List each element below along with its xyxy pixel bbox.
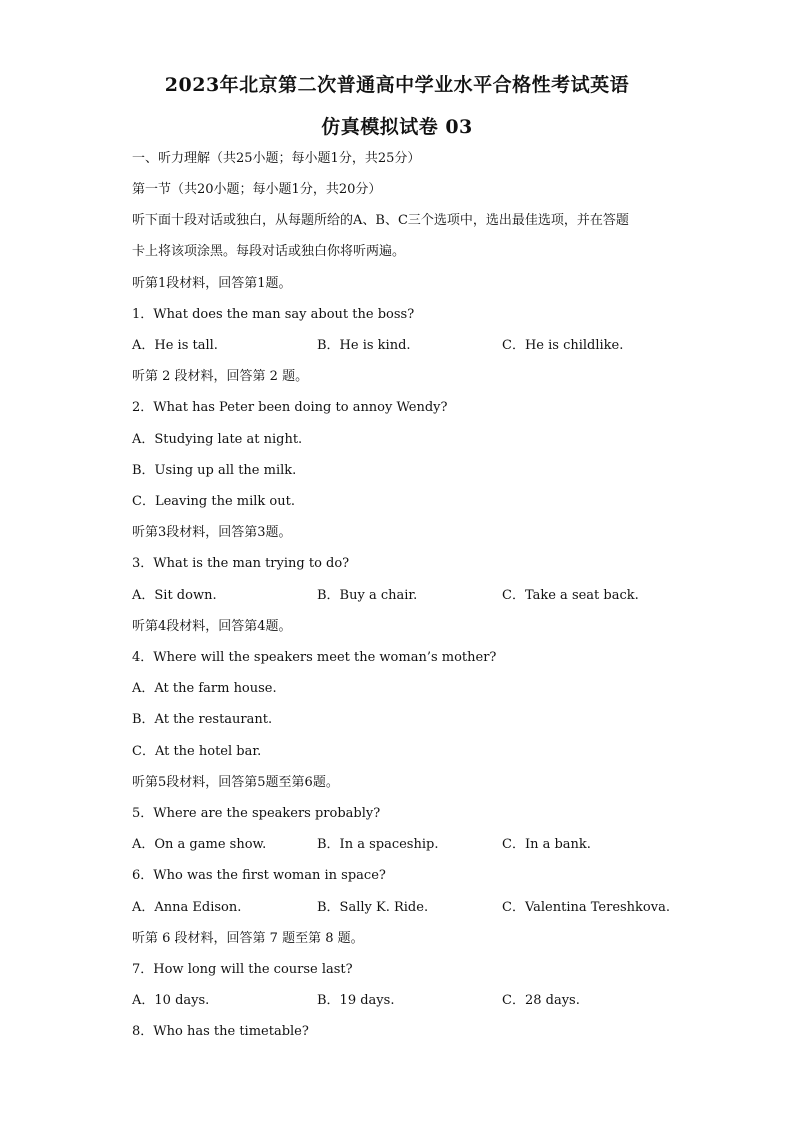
question-4-stem: 4．Where will the speakers meet the woman’s mother? xyxy=(132,650,497,665)
question-3-option-a: A．Sit down. xyxy=(132,588,217,603)
instructions-line-1: 听下面十段对话或独白，从每题所给的A、B、C三个选项中，选出最佳选项，并在答题 xyxy=(132,213,629,228)
question-6-stem: 6．Who was the first woman in space? xyxy=(132,868,386,883)
material-2-heading: 听第 2 段材料，回答第 2 题。 xyxy=(132,369,309,384)
question-6-option-a: A．Anna Edison. xyxy=(132,900,242,915)
question-5-option-b: B．In a spaceship. xyxy=(317,837,439,852)
question-2-option-b: B．Using up all the milk. xyxy=(132,463,297,478)
question-4-option-c: C．At the hotel bar. xyxy=(132,744,262,759)
question-4-option-a: A．At the farm house. xyxy=(132,681,277,696)
question-3-option-c: C．Take a seat back. xyxy=(502,588,639,603)
question-1-stem: 1．What does the man say about the boss? xyxy=(132,307,415,322)
question-4-option-b: B．At the restaurant. xyxy=(132,712,273,727)
question-7-option-c: C．28 days. xyxy=(502,993,580,1008)
material-4-heading: 听第4段材料，回答第4题。 xyxy=(132,619,292,634)
instructions-line-2: 卡上将该项涂黑。每段对话或独白你将听两遍。 xyxy=(132,244,406,259)
question-5-option-c: C．In a bank. xyxy=(502,837,591,852)
question-7-stem: 7．How long will the course last? xyxy=(132,962,353,977)
question-5-option-a: A．On a game show. xyxy=(132,837,267,852)
question-8-stem: 8．Who has the timetable? xyxy=(132,1024,309,1039)
question-1-option-c: C．He is childlike. xyxy=(502,338,624,353)
question-1-option-a: A．He is tall. xyxy=(132,338,218,353)
material-5-heading: 听第5段材料，回答第5题至第6题。 xyxy=(132,775,339,790)
question-7-option-b: B．19 days. xyxy=(317,993,395,1008)
question-6-option-b: B．Sally K. Ride. xyxy=(317,900,429,915)
question-5-stem: 5．Where are the speakers probably? xyxy=(132,806,381,821)
material-3-heading: 听第3段材料，回答第3题。 xyxy=(132,525,292,540)
material-6-heading: 听第 6 段材料，回答第 7 题至第 8 题。 xyxy=(132,931,364,946)
question-2-stem: 2．What has Peter been doing to annoy Wendy? xyxy=(132,400,448,415)
exam-title-line-2: 仿真模拟试卷 03 xyxy=(321,116,473,138)
question-2-option-c: C．Leaving the milk out. xyxy=(132,494,295,509)
question-3-stem: 3．What is the man trying to do? xyxy=(132,556,350,571)
exam-title-line-1: 2023年北京第二次普通高中学业水平合格性考试英语 xyxy=(164,74,630,96)
question-2-option-a: A．Studying late at night. xyxy=(132,432,303,447)
question-1-option-b: B．He is kind. xyxy=(317,338,411,353)
material-1-heading: 听第1段材料，回答第1题。 xyxy=(132,276,292,291)
question-6-option-c: C．Valentina Tereshkova. xyxy=(502,900,670,915)
question-7-option-a: A．10 days. xyxy=(132,993,210,1008)
question-3-option-b: B．Buy a chair. xyxy=(317,588,418,603)
part-one-heading: 一、听力理解（共25小题；每小题1分，共25分） xyxy=(132,151,421,166)
subsection-heading: 第一节（共20小题；每小题1分，共20分） xyxy=(132,182,382,197)
